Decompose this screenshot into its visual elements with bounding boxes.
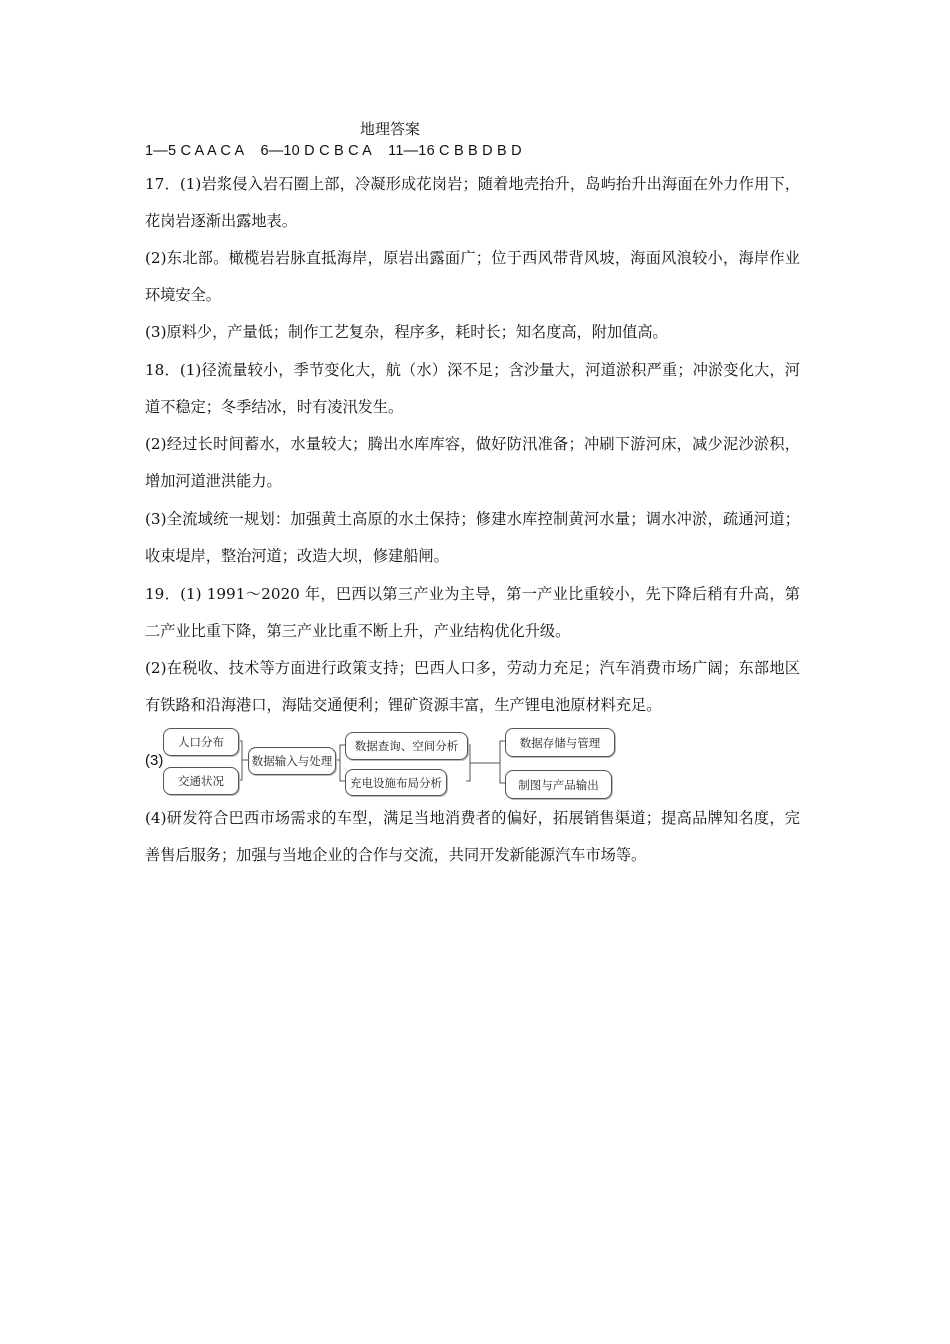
box-traffic-conditions: 交通状况 [163,767,239,795]
q18-part3: (3)全流域统一规划：加强黄土高原的水土保持；修建水库控制黄河水量；调水冲淤，疏通河道；收束堤岸，整治河道；改造大坝，修建船闸。 [145,510,800,565]
q19-part3-label: (3) [145,752,164,769]
q17-part1: 17．(1)岩浆侵入岩石圈上部，冷凝形成花岗岩；随着地壳抬升，岛屿抬升出海面在外力作用下，花岗岩逐渐出露地表。 [145,175,800,230]
box-charging-facility-analysis: 充电设施布局分析 [345,769,447,796]
q17-part3: (3)原料少，产量低；制作工艺复杂，程序多，耗时长；知名度高，附加值高。 [145,323,668,341]
q19-part4: (4)研发符合巴西市场需求的车型，满足当地消费者的偏好，拓展销售渠道；提高品牌知名度，完善售后服务；加强与当地企业的合作与交流，共同开发新能源汽车市场等。 [145,809,800,864]
multiple-choice-key: 1—5 C A A C A 6—10 D C B C A 11—16 C B B D B D [145,143,522,159]
box-population-distribution: 人口分布 [163,728,239,756]
page-title: 地理答案 [360,120,421,138]
box-data-query-spatial-analysis: 数据查询、空间分析 [345,732,468,760]
box-data-storage-management: 数据存储与管理 [505,728,615,757]
q19-part2: (2)在税收、技术等方面进行政策支持；巴西人口多，劳动力充足；汽车消费市场广阔；东部地区有铁路和沿海港口，海陆交通便利；锂矿资源丰富，生产锂电池原材料充足。 [145,659,800,714]
box-mapping-product-output: 制图与产品输出 [505,770,612,799]
q19-part1: 19．(1) 1991～2020 年，巴西以第三产业为主导，第一产业比重较小，先下降后稍有升高，第二产业比重下降，第三产业比重不断上升，产业结构优化升级。 [145,585,800,640]
q18-part2: (2)经过长时间蓄水，水量较大；腾出水库库容，做好防汛准备；冲刷下游河床，减少泥沙淤积，增加河道泄洪能力。 [145,435,800,490]
box-data-input-processing: 数据输入与处理 [248,747,336,775]
q18-part1: 18．(1)径流量较小，季节变化大，航（水）深不足；含沙量大，河道淤积严重；冲淤变化大，河道不稳定；冬季结冰，时有凌汛发生。 [145,361,800,416]
q17-part2: (2)东北部。橄榄岩岩脉直抵海岸，原岩出露面广；位于西风带背风坡，海面风浪较小，海岸作业环境安全。 [145,249,800,304]
